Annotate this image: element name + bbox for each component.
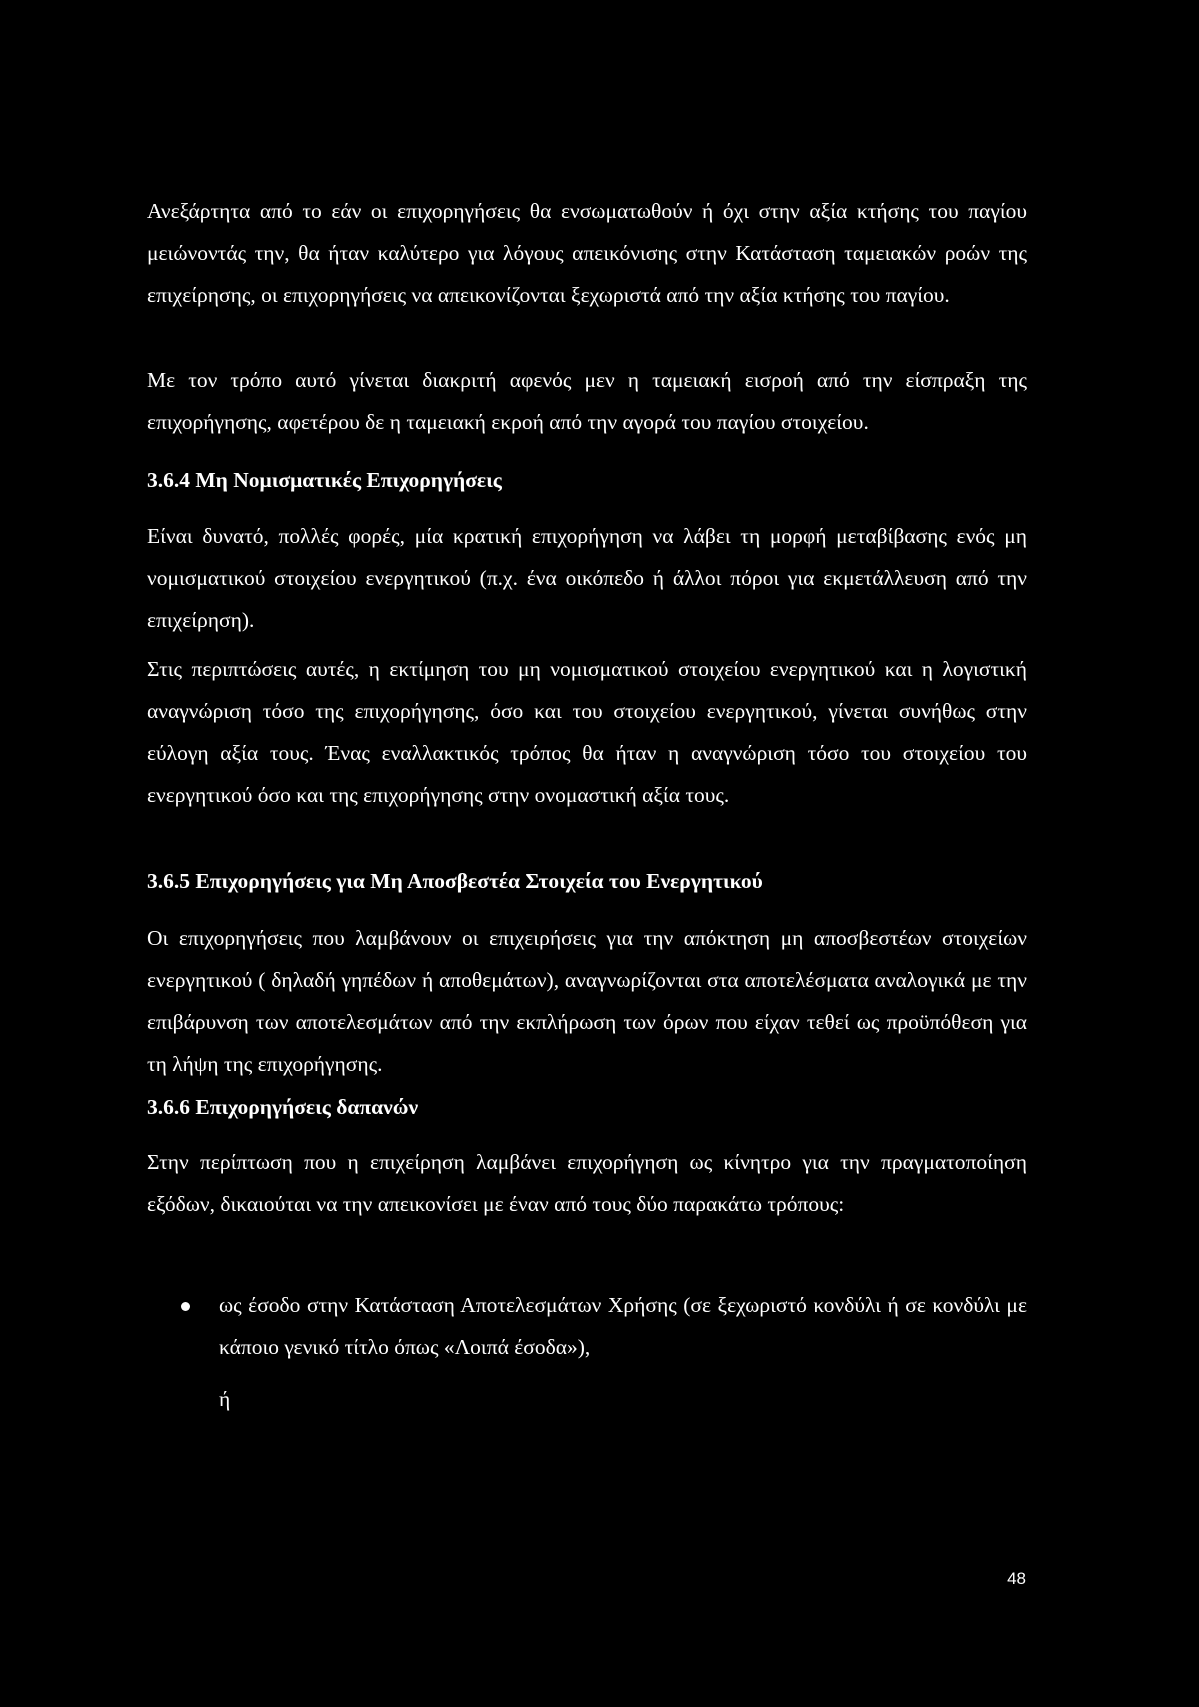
paragraph-expense-grant-options: Στην περίπτωση που η επιχείρηση λαμβάνει επιχορήγηση ως κίνητρο για την πραγματοποίηση εξόδων, δικαιούται να την απεικονίσει με έναν από τους δύο παρακάτω τρόπους:: [147, 1150, 1027, 1216]
paragraph-fair-value-recognition: Στις περιπτώσεις αυτές, η εκτίμηση του μη νομισματικού στοιχείου ενεργητικού και η λογιστική αναγνώριση τόσο της επιχορήγησης, όσο και του στοιχείου ενεργητικού, γίνεται συνήθως στην εύλογη αξία τους. Ένας εναλλακτικός τρόπος θα ήταν η αναγνώριση τόσο του στοιχείου του ενεργητικού όσο και της επιχορήγησης στην ονομαστική αξία τους.: [147, 657, 1027, 807]
bullet-text: ως έσοδο στην Κατάσταση Αποτελεσμάτων Χρήσης (σε ξεχωριστό κονδύλι ή σε κονδύλι με κάποιο γενικό τίτλο όπως «Λοιπά έσοδα»),: [219, 1293, 1027, 1359]
bullet-trailer-text: ή: [219, 1387, 231, 1411]
heading-non-monetary-grants: 3.6.4 Μη Νομισματικές Επιχορηγήσεις: [147, 468, 502, 492]
paragraph-non-depreciable-recognition: Οι επιχορηγήσεις που λαμβάνουν οι επιχειρήσεις για την απόκτηση μη αποσβεστέων στοιχείων ενεργητικού ( δηλαδή γηπέδων ή αποθεμάτων), αναγνωρίζονται στα αποτελέσματα αναλογικά με την επιβάρυνση των αποτελεσμάτων από την εκπλήρωση των όρων που είχαν τεθεί ως προϋπόθεση για τη λήψη της επιχορήγησης.: [147, 926, 1027, 1076]
document-page: [147, 0, 1027, 1707]
paragraph-cash-flow-presentation: Ανεξάρτητα από το εάν οι επιχορηγήσεις θα ενσωματωθούν ή όχι στην αξία κτήσης του παγίου μειώνοντάς την, θα ήταν καλύτερο για λόγους απεικόνισης στην Κατάσταση ταμειακών ροών της επιχείρησης, οι επιχορηγήσεις να απεικονίζονται ξεχωριστά από την αξία κτήσης του παγίου.: [147, 199, 1027, 307]
paragraph-distinct-cash-flows: Με τον τρόπο αυτό γίνεται διακριτή αφενός μεν η ταμειακή εισροή από την είσπραξη της επιχορήγησης, αφετέρου δε η ταμειακή εκροή από την αγορά του παγίου στοιχείου.: [147, 368, 1027, 434]
page-number: 48: [1007, 1569, 1026, 1588]
heading-non-depreciable-assets-grants: 3.6.5 Επιχορηγήσεις για Μη Αποσβεστέα Στοιχεία του Ενεργητικού: [147, 869, 763, 893]
heading-expense-grants: 3.6.6 Επιχορηγήσεις δαπανών: [147, 1095, 419, 1119]
bullet-dot-icon: [181, 1302, 190, 1311]
paragraph-non-monetary-transfer: Είναι δυνατό, πολλές φορές, μία κρατική επιχορήγηση να λάβει τη μορφή μεταβίβασης ενός μη νομισματικού στοιχείου ενεργητικού (π.χ. ένα οικόπεδο ή άλλοι πόροι για εκμετάλλευση από την επιχείρηση).: [147, 524, 1027, 632]
